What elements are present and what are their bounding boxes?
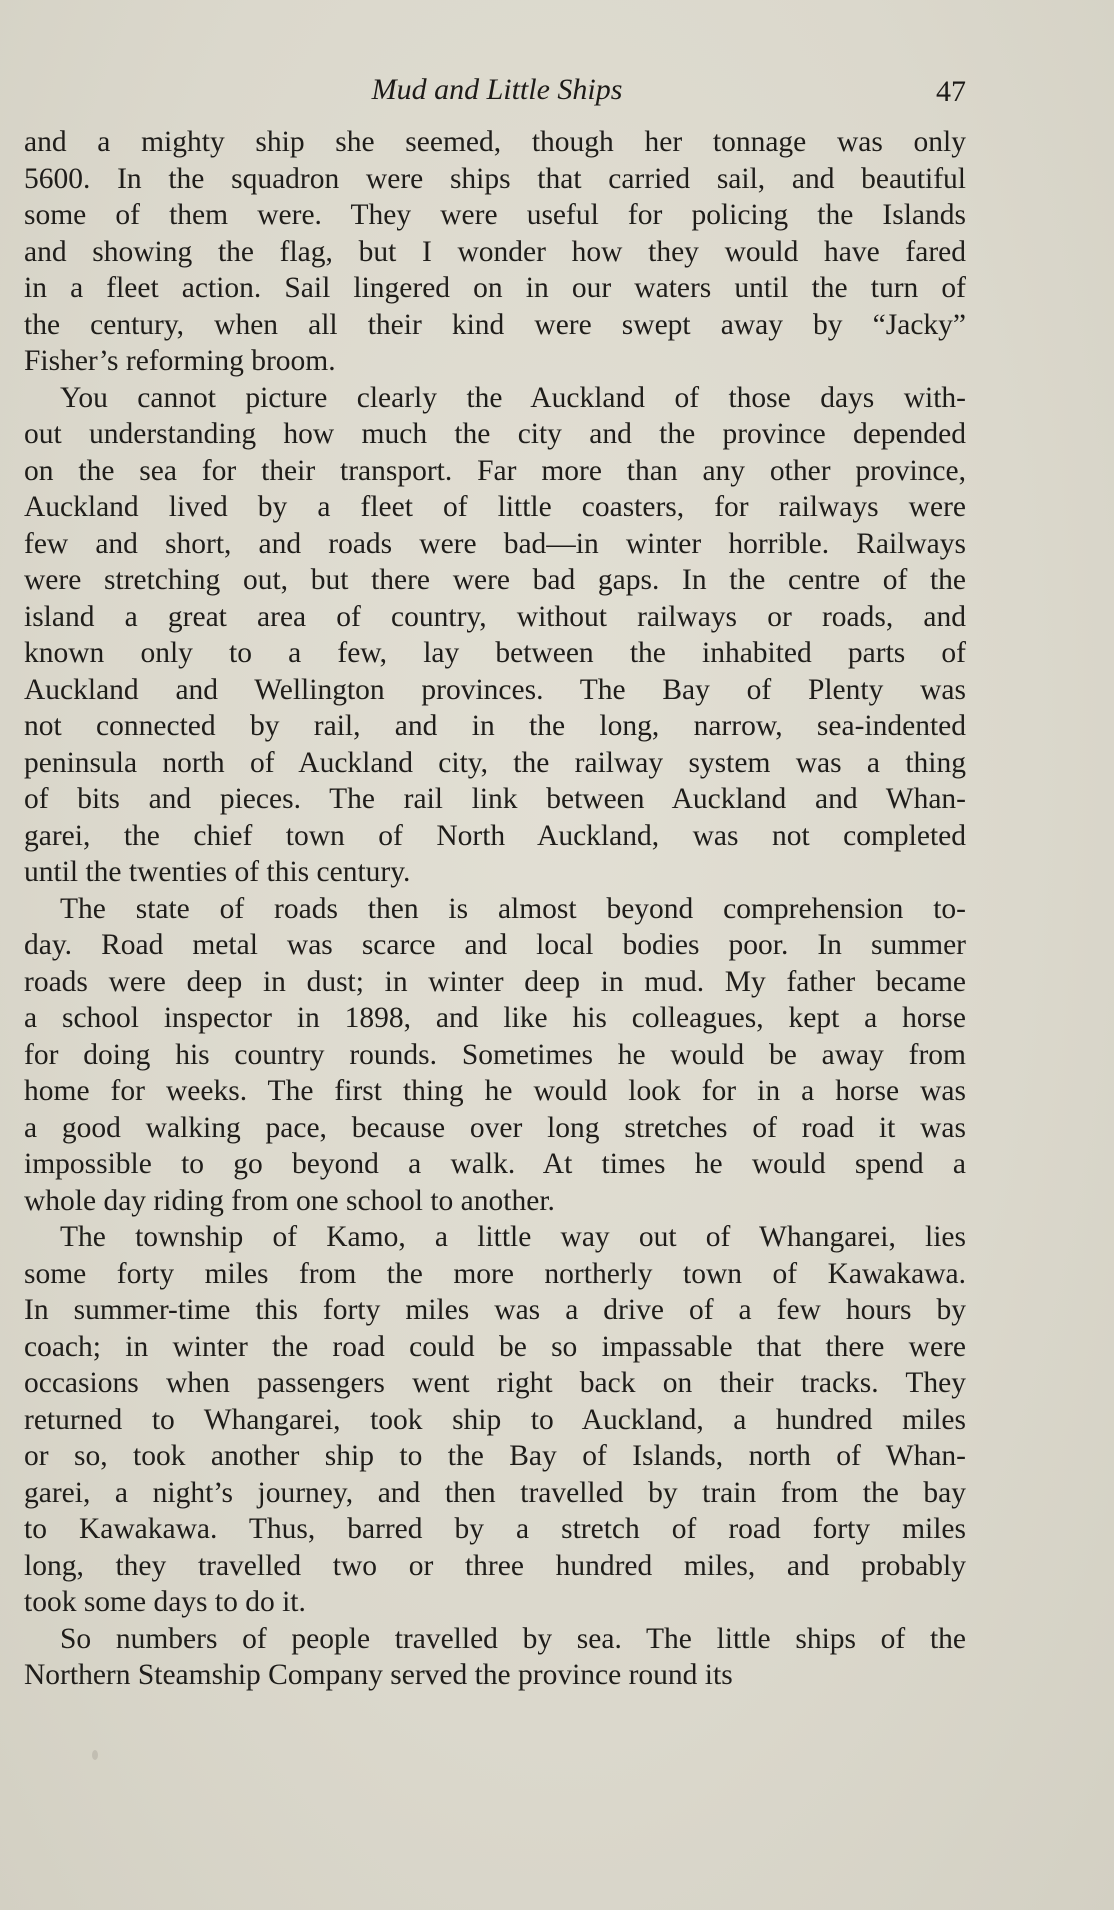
body-text (24, 124, 966, 1694)
text-line: The state of roads then is almost beyond comprehension to- (60, 892, 966, 925)
text-line: to Kawakawa. Thus, barred by a stretch of road forty miles (24, 1513, 966, 1545)
text-line: home for weeks. The first thing he would look for in a horse was (24, 1075, 966, 1107)
running-head (28, 70, 966, 116)
text-line: the century, when all their kind were swept away by “Jacky” (24, 308, 966, 341)
text-line: You cannot picture clearly the Auckland of those days with- (60, 381, 966, 414)
text-line: peninsula north of Auckland city, the railway system was a thing (24, 746, 966, 779)
text-line: So numbers of people travelled by sea. The little ships of the (60, 1622, 966, 1655)
text-line: few and short, and roads were bad—in winter horrible. Railways (24, 527, 966, 560)
text-line: a good walking pace, because over long stretches of road it was (24, 1111, 966, 1144)
text-line: Auckland and Wellington provinces. The Bay of Plenty was (24, 673, 966, 706)
paragraph (24, 1219, 966, 1621)
text-line: island a great area of country, without railways or roads, and (24, 600, 966, 633)
text-line: on the sea for their transport. Far more than any other province, (24, 454, 966, 487)
text-line: Auckland lived by a fleet of little coasters, for railways were (24, 491, 966, 523)
text-line: in a fleet action. Sail lingered on in our waters until the turn of (24, 272, 966, 304)
text-line: coach; in winter the road could be so impassable that there were (24, 1330, 966, 1363)
text-line: of bits and pieces. The rail link between Auckland and Whan- (24, 783, 966, 815)
text-line: returned to Whangarei, took ship to Auckland, a hundred miles (24, 1403, 966, 1436)
text-line: or so, took another ship to the Bay of Islands, north of Whan- (24, 1440, 966, 1472)
text-line: not connected by rail, and in the long, narrow, sea-indented (24, 710, 966, 742)
text-line: a school inspector in 1898, and like his colleagues, kept a horse (24, 1002, 966, 1034)
text-line: day. Road metal was scarce and local bodies poor. In summer (24, 929, 966, 961)
text-line: impossible to go beyond a walk. At times he would spend a (24, 1148, 966, 1180)
text-line: for doing his country rounds. Sometimes he would be away from (24, 1038, 966, 1071)
text-line: In summer-time this forty miles was a drive of a few hours by (24, 1294, 966, 1326)
paragraph (24, 380, 966, 891)
text-line: occasions when passengers went right back on their tracks. They (24, 1367, 966, 1399)
text-line: and a mighty ship she seemed, though her tonnage was only (24, 126, 966, 158)
paragraph (24, 891, 966, 1220)
text-line: some forty miles from the more northerly town of Kawakawa. (24, 1257, 966, 1290)
paper-speck (92, 1750, 98, 1760)
text-line: took some days to do it. (24, 1586, 306, 1618)
text-line: Northern Steamship Company served the province round its (24, 1659, 733, 1691)
text-line: roads were deep in dust; in winter deep in mud. My father became (24, 965, 966, 998)
page-number: 47 (936, 75, 966, 108)
text-line: The township of Kamo, a little way out of Whangarei, lies (60, 1221, 966, 1253)
text-line: whole day riding from one school to another. (24, 1184, 555, 1217)
text-line: garei, a night’s journey, and then travelled by train from the bay (24, 1476, 966, 1509)
paragraph (24, 124, 966, 380)
text-line: some of them were. They were useful for policing the Islands (24, 199, 966, 231)
text-line: and showing the flag, but I wonder how they would have fared (24, 235, 966, 268)
text-line: 5600. In the squadron were ships that carried sail, and beautiful (24, 162, 966, 195)
text-line: garei, the chief town of North Auckland, was not completed (24, 819, 966, 852)
paragraph (24, 1621, 966, 1694)
text-line: known only to a few, lay between the inhabited parts of (24, 637, 966, 669)
text-line: until the twenties of this century. (24, 856, 411, 888)
text-line: out understanding how much the city and the province depended (24, 418, 966, 450)
text-line: were stretching out, but there were bad gaps. In the centre of the (24, 564, 966, 596)
text-line: long, they travelled two or three hundred miles, and probably (24, 1549, 966, 1582)
text-line: Fisher’s reforming broom. (24, 345, 336, 377)
chapter-title: Mud and Little Ships (371, 73, 623, 106)
